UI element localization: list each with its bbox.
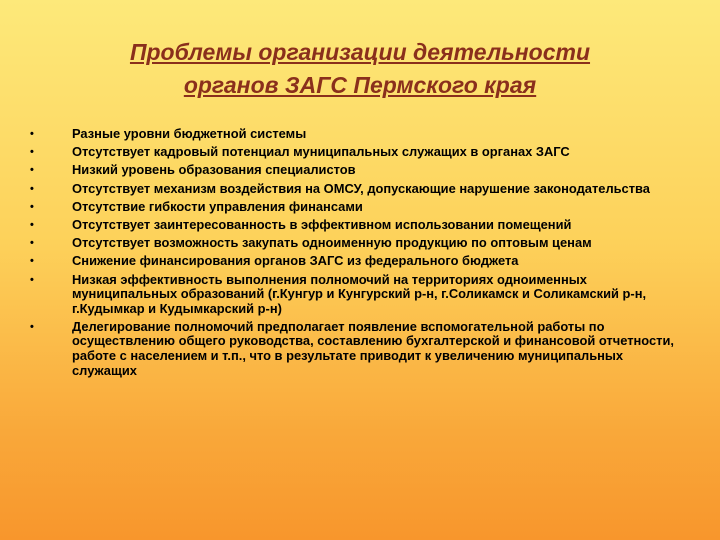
list-item — [28, 218, 688, 233]
list-item-text: Делегирование полномочий предполагает появление вспомогательной работы по осуществлению общего руководства, составлению бухгалтерской и финансовой отчетности, работе с населением и т.п., что в результате приводит к увеличению муниципальных служащих — [72, 318, 674, 378]
bullet-icon: • — [30, 255, 34, 268]
list-item — [28, 163, 688, 178]
bullet-icon: • — [30, 320, 34, 333]
title-line-2: органов ЗАГС Пермского края — [183, 72, 537, 98]
bullet-icon: • — [30, 146, 34, 159]
bullet-icon: • — [30, 182, 34, 195]
problem-list — [28, 127, 688, 382]
list-item — [28, 182, 688, 197]
bullet-icon: • — [30, 273, 34, 286]
list-item-text: Отсутствие гибкости управления финансами — [72, 198, 363, 214]
list-item — [28, 273, 688, 317]
list-item-text: Низкая эффективность выполнения полномочий на территориях одноименных муниципальных образований (г.Кунгур и Кунгурский р-н, г.Соликамск и Соликамский р-н, г.Кудымкар и Кудымкарский р-н) — [72, 271, 647, 316]
list-item — [28, 236, 688, 251]
bullet-icon: • — [30, 200, 34, 213]
list-item-text: Снижение финансирования органов ЗАГС из федерального бюджета — [72, 253, 519, 269]
bullet-icon: • — [30, 218, 34, 231]
list-item-text: Отсутствует кадровый потенциал муниципальных служащих в органах ЗАГС — [72, 144, 570, 160]
bullet-icon: • — [30, 128, 34, 140]
list-item — [28, 200, 688, 215]
list-item — [28, 145, 688, 160]
list-item — [28, 254, 688, 269]
title-line-1: Проблемы организации деятельности — [129, 39, 591, 65]
list-item-text: Разные уровни бюджетной системы — [72, 126, 307, 141]
list-item-text: Отсутствует механизм воздействия на ОМСУ, допускающие нарушение законодательства — [72, 180, 650, 196]
bullet-icon: • — [30, 237, 34, 250]
list-item-text: Низкий уровень образования специалистов — [72, 162, 356, 178]
bullet-icon: • — [30, 164, 34, 177]
list-item — [28, 127, 688, 142]
slide-title — [40, 36, 680, 102]
list-item — [28, 320, 688, 378]
list-item-text: Отсутствует заинтересованность в эффективном использовании помещений — [72, 216, 572, 232]
list-item-text: Отсутствует возможность закупать одноименную продукцию по оптовым ценам — [72, 235, 592, 251]
